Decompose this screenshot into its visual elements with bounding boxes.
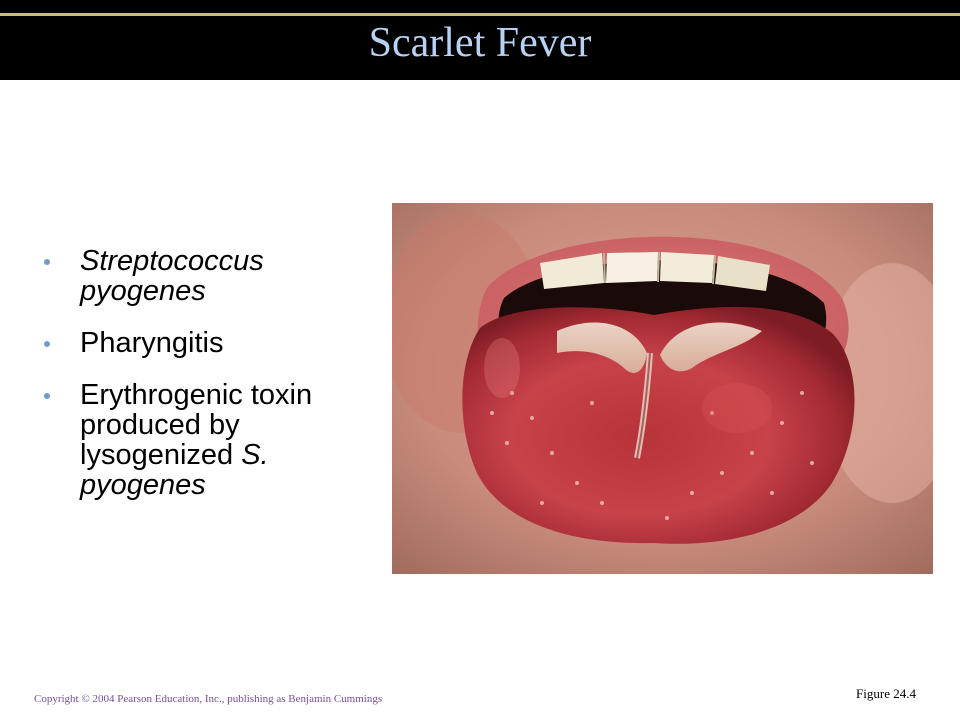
bullet-item — [44, 246, 374, 306]
tongue-illustration — [392, 203, 933, 574]
bullet-dot-icon — [44, 393, 50, 399]
bullet-dot-icon — [44, 259, 50, 265]
figure-photo-tongue — [392, 203, 933, 574]
bullet-text-italic: S. pyogenes — [80, 439, 269, 501]
slide-title: Scarlet Fever — [368, 20, 592, 66]
figure-label: Figure 24.4 — [856, 686, 916, 701]
title-bar — [0, 0, 960, 80]
bullet-dot-icon — [44, 341, 50, 347]
tongue — [462, 307, 854, 544]
bullet-list — [44, 246, 374, 522]
bullet-item — [44, 328, 374, 358]
bullet-text: Erythrogenic toxin produced by lysogenized — [80, 379, 313, 471]
bullet-text: Streptococcus pyogenes — [80, 245, 264, 307]
bullet-text: Pharyngitis — [80, 327, 224, 359]
copyright-notice: Copyright © 2004 Pearson Education, Inc., publishing as Benjamin Cummings — [34, 693, 383, 705]
bullet-item — [44, 380, 374, 500]
